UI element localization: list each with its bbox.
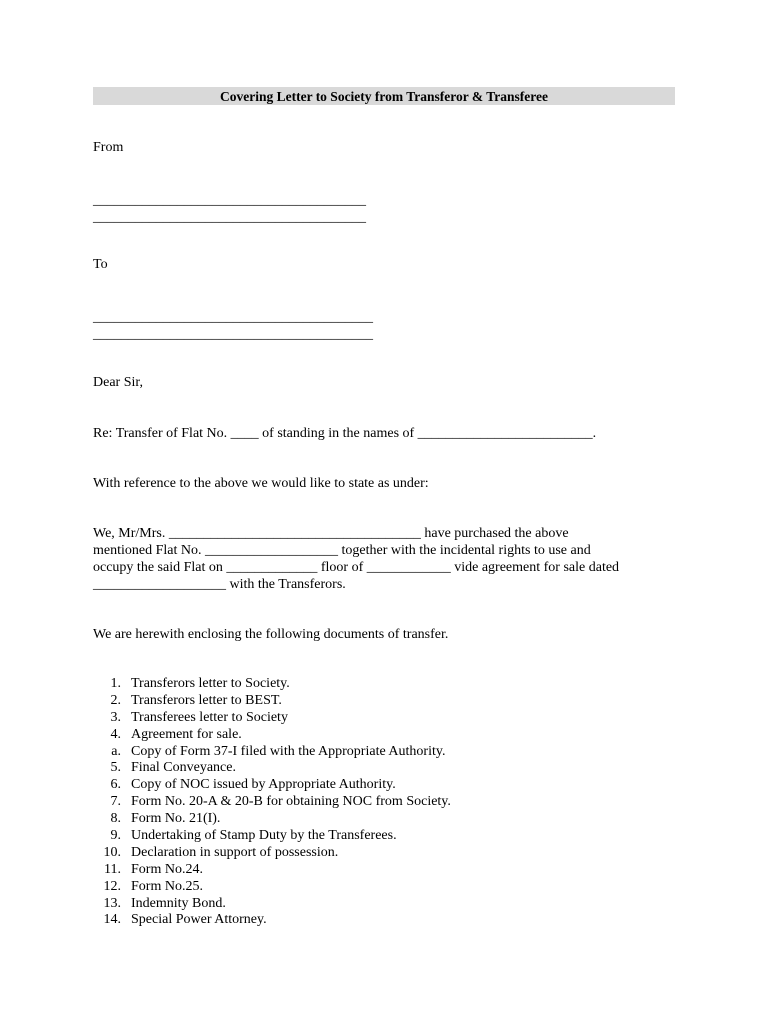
list-item [93,862,451,879]
document-title: Covering Letter to Society from Transferor & Transferee [93,87,675,105]
enclosing-text: We are herewith enclosing the following documents of transfer. [93,627,449,642]
list-item-number: 14. [103,912,121,928]
list-item-text: Final Conveyance. [131,760,236,776]
list-item-number: 9. [110,828,121,844]
list-item [93,676,451,693]
list-item-text: Transferees letter to Society [131,709,288,725]
list-item-number: 8. [110,811,121,827]
statement-line-1: We, Mr/Mrs. ____________________________________ have purchased the above [93,526,569,541]
documents-list [93,676,451,929]
list-item [93,760,451,777]
list-item [93,845,451,862]
intro-text: With reference to the above we would like to state as under: [93,476,429,491]
to-label: To [93,257,108,272]
statement-line-3: occupy the said Flat on _____________ floor of ____________ vide agreement for sale dated [93,560,620,575]
list-item-number: 3. [110,709,121,725]
list-item [93,912,451,929]
list-item-number: 10. [103,844,121,860]
list-item [93,744,451,761]
list-item-number: 13. [103,895,121,911]
list-item [93,828,451,845]
list-item-text: Transferors letter to BEST. [131,692,282,708]
statement-paragraph [93,525,693,593]
from-label: From [93,140,124,155]
list-item [93,710,451,727]
list-item [93,794,451,811]
list-item-text: Declaration in support of possession. [131,844,339,860]
salutation: Dear Sir, [93,375,143,390]
list-item-number: 5. [110,760,121,776]
list-item-text: Agreement for sale. [131,726,242,742]
list-item [93,811,451,828]
from-blank-line-1: _______________________________________ [93,193,366,208]
list-item-text: Undertaking of Stamp Duty by the Transferees. [131,828,397,844]
list-item-number: 4. [110,726,121,742]
list-item [93,693,451,710]
list-item-text: Form No. 21(I). [131,811,221,827]
list-item-text: Special Power Attorney. [131,912,267,928]
from-blank-line-2: _______________________________________ [93,210,366,225]
list-item-text: Form No.24. [131,861,203,877]
list-item-number: 12. [103,878,121,894]
statement-line-4: ___________________ with the Transferors. [93,577,346,592]
list-item-number: 11. [104,861,121,877]
statement-line-2: mentioned Flat No. ___________________ together with the incidental rights to use and [93,543,591,558]
list-item-text: Form No. 20-A & 20-B for obtaining NOC from Society. [131,794,451,810]
list-item-number: 6. [110,777,121,793]
list-item-number: 1. [110,676,121,691]
list-item-number: 7. [110,794,121,810]
re-line: Re: Transfer of Flat No. ____ of standing in the names of _________________________. [93,426,597,441]
to-blank-line-2: ________________________________________ [93,327,373,342]
list-item-text: Copy of NOC issued by Appropriate Authority. [131,777,396,793]
list-item [93,896,451,913]
list-item-text: Form No.25. [131,878,203,894]
list-item-text: Copy of Form 37-I filed with the Appropriate Authority. [131,743,446,759]
list-item-number: 2. [110,692,121,708]
list-item-text: Transferors letter to Society. [131,676,290,691]
list-item [93,727,451,744]
list-item [93,879,451,896]
to-blank-line-1: ________________________________________ [93,310,373,325]
list-item-number: a. [111,743,121,759]
list-item [93,777,451,794]
list-item-text: Indemnity Bond. [131,895,226,911]
